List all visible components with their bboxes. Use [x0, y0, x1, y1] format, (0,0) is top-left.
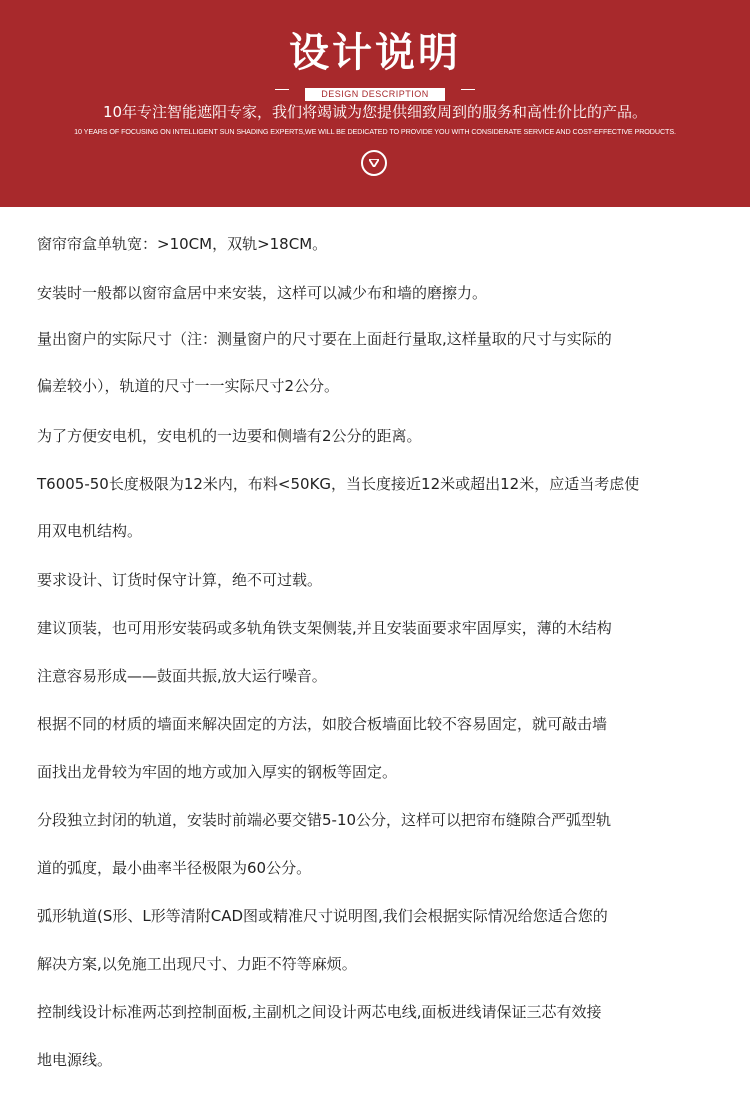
chevron-down-circle-icon[interactable] [361, 150, 387, 176]
desc-line-8: 要求设计、订货时保守计算，绝不可过载。 [37, 571, 323, 589]
desc-line-16: 解决方案,以免施工出现尺寸、力距不符等麻烦。 [37, 955, 357, 973]
desc-line-6: T6005-50长度极限为12米内，布料<50KG，当长度接近12米或超出12米，应适当考虑使 [37, 475, 640, 493]
tagline: 10年专注智能遮阳专家，我们将竭诚为您提供细致周到的服务和高性价比的产品。 [102, 103, 648, 121]
desc-line-12: 面找出龙骨较为牢固的地方或加入厚实的钢板等固定。 [37, 763, 398, 781]
desc-line-18: 地电源线。 [37, 1051, 113, 1069]
subtitle-wrap [0, 82, 750, 99]
page-subtitle: DESIGN DESCRIPTION [305, 88, 445, 101]
desc-line-2: 安装时一般都以窗帘盒居中来安装，这样可以减少布和墙的磨擦力。 [37, 284, 488, 302]
desc-line-14: 道的弧度，最小曲率半径极限为60公分。 [37, 859, 312, 877]
chevron-down-icon [369, 159, 379, 167]
desc-line-1: 窗帘帘盒单轨宽：>10CM，双轨>18CM。 [37, 235, 328, 253]
desc-line-7: 用双电机结构。 [37, 522, 143, 540]
desc-line-13: 分段独立封闭的轨道，安装时前端必要交错5-10公分，这样可以把帘布缝隙合严弧型轨 [37, 811, 612, 829]
desc-line-4: 偏差较小），轨道的尺寸一一实际尺寸2公分。 [37, 377, 340, 395]
tagline-english: 10 YEARS OF FOCUSING ON INTELLIGENT SUN SHADING EXPERTS,WE WILL BE DEDICATED TO PROVIDE YOU WITH CONSIDERATE SERVICE AND COST-EFFECTIVE PRODUCTS. [74, 127, 676, 136]
desc-line-9: 建议顶装，也可用形安装码或多轨角铁支架侧装,并且安装面要求牢固厚实，薄的木结构 [37, 619, 612, 637]
page-title: 设计说明 [289, 29, 461, 76]
desc-line-17: 控制线设计标准两芯到控制面板,主副机之间设计两芯电线,面板进线请保证三芯有效接 [37, 1003, 602, 1021]
desc-line-10: 注意容易形成——鼓面共振,放大运行噪音。 [37, 667, 327, 685]
desc-line-3: 量出窗户的实际尺寸（注：测量窗户的尺寸要在上面赶行量取,这样量取的尺寸与实际的 [37, 330, 612, 348]
desc-line-5: 为了方便安电机，安电机的一边要和侧墙有2公分的距离。 [37, 427, 422, 445]
desc-line-15: 弧形轨道(S形、L形等清附CAD图或精准尺寸说明图,我们会根据实际情况给您适合您的 [37, 907, 608, 925]
header-banner [0, 0, 750, 207]
desc-line-11: 根据不同的材质的墙面来解决固定的方法，如胶合板墙面比较不容易固定，就可敲击墙 [37, 715, 608, 733]
